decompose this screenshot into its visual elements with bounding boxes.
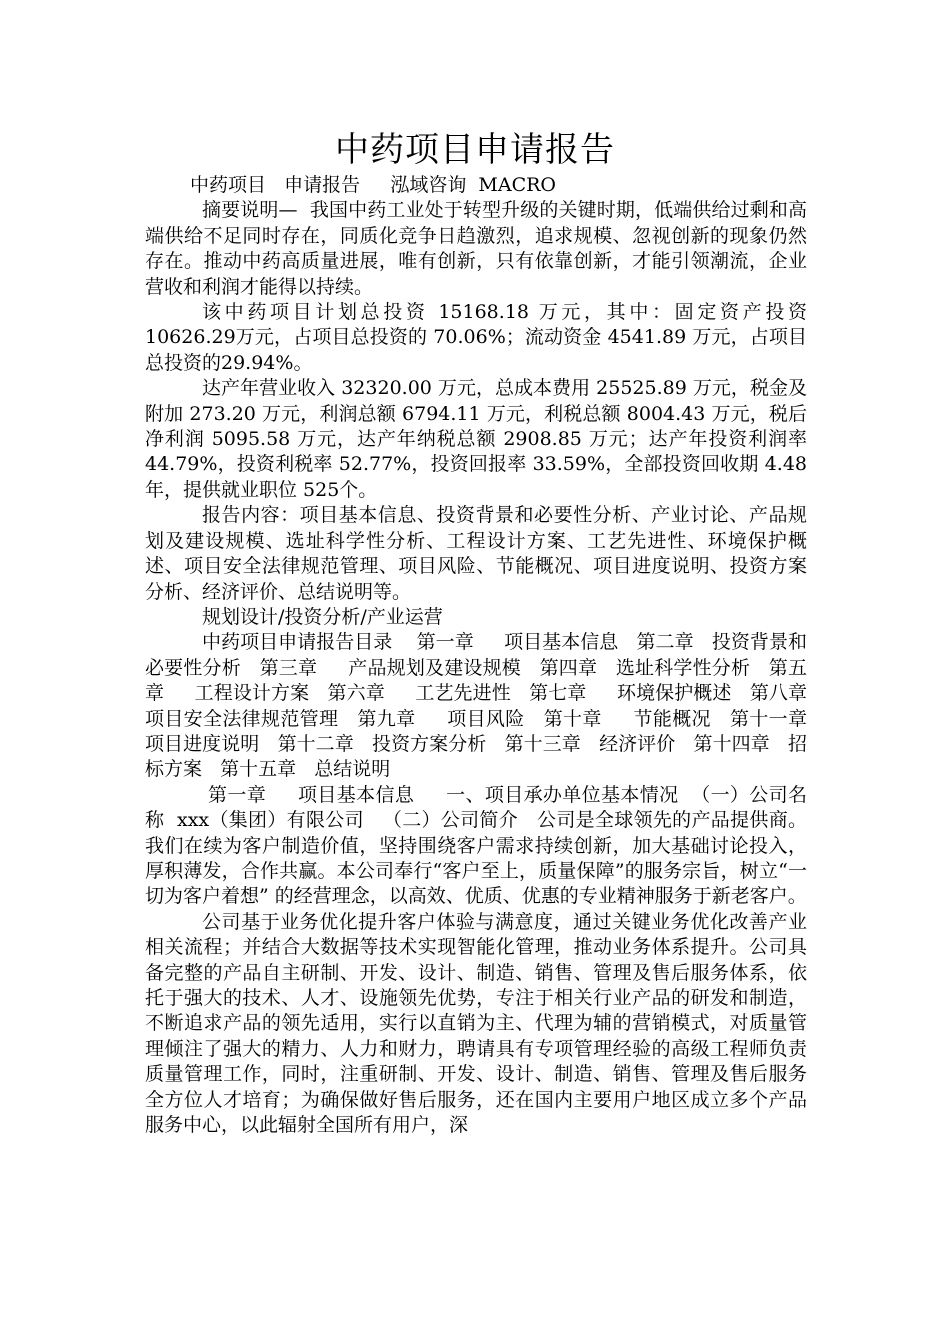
paragraph-revenue: 达产年营业收入 32320.00 万元，总成本费用 25525.89 万元，税金及附加 273.20 万元，利润总额 6794.11 万元，利税总额 8004.43 万元，税后净利润 5095.58 万元，达产年纳税总额 2908.85 万元；达产年投资利润率44.79%，投资利税率 52.77%，投资回报率 33.59%，全部投资回收期 4.48年，提供就业职位 525个。 (145, 377, 807, 501)
paragraph-company-business: 公司基于业务优化提升客户体验与满意度，通过关键业务优化改善产业相关流程；并结合大数据等技术实现智能化管理，推动业务体系提升。公司具备完整的产品自主研制、开发、设计、制造、销售、管理及售后服务体系，依托于强大的技术、人才、设施领先优势，专注于相关行业产品的研发和制造，不断追求产品的领先适用，实行以直销为主、代理为辅的营销模式，对质量管理倾注了强大的精力、人力和财力，聘请具有专项管理经验的高级工程师负责质量管理工作，同时，注重研制、开发、设计、制造、销售、管理及售后服务全方位人才培育；为确保做好售后服务，还在国内主要用户地区成立多个产品服务中心，以此辐射全国所有用户，深 (145, 910, 807, 1137)
paragraph-investment: 该中药项目计划总投资 15168.18 万元，其中：固定资产投资 10626.29万元，占项目总投资的 70.06%；流动资金 4541.89 万元，占项目总投资的29.94%。 (145, 301, 814, 374)
subtitle-line: 中药项目 申请报告 泓域咨询 MACRO (190, 174, 556, 196)
document-body (145, 173, 838, 1138)
document-title: 中药项目申请报告 (335, 130, 615, 170)
paragraph-summary: 摘要说明— 我国中药工业处于转型升级的关键时期，低端供给过剩和高端供给不足同时存在，同质化竞争日趋激烈，追求规模、忽视创新的现象仍然存在。推动中药高质量进展，唯有创新，只有依靠创新，才能引领潮流，企业营收和利润才能得以持续。 (145, 199, 807, 298)
paragraph-report-contents: 报告内容：项目基本信息、投资背景和必要性分析、产业讨论、产品规划及建设规模、选址科学性分析、工程设计方案、工艺先进性、环境保护概述、项目安全法律规范管理、项目风险、节能概况、项目进度说明、投资方案分析、经济评价、总结说明等。 (145, 504, 807, 603)
paragraph-services: 规划设计/投资分析/产业运营 (202, 605, 443, 628)
paragraph-table-of-contents: 中药项目申请报告目录 第一章 项目基本信息 第二章 投资背景和必要性分析 第三章 产品规划及建设规模 第四章 选址科学性分析 第五章 工程设计方案 第六章 工艺先进性 第七章 环境保护概述 第八章 项目安全法律规范管理 第九章 项目风险 第十章 节能概况 第十一章 项目进度说明 第十二章 投资方案分析 第十三章 经济评价 第十四章 招标方案 第十五章 总结说明 (145, 631, 838, 781)
paragraph-chapter-one: 第一章 项目基本信息 一、项目承办单位基本情况 （一）公司名称 xxx（集团）有限公司 （二）公司简介 公司是全球领先的产品提供商。我们在续为客户制造价值，坚持围绕客户需求持续创新，加大基础讨论投入，厚积薄发，合作共赢。本公司奉行“客户至上，质量保障”的服务宗旨，树立“一切为客户着想” 的经营理念，以高效、优质、优惠的专业精神服务于新老客户。 (145, 783, 807, 908)
